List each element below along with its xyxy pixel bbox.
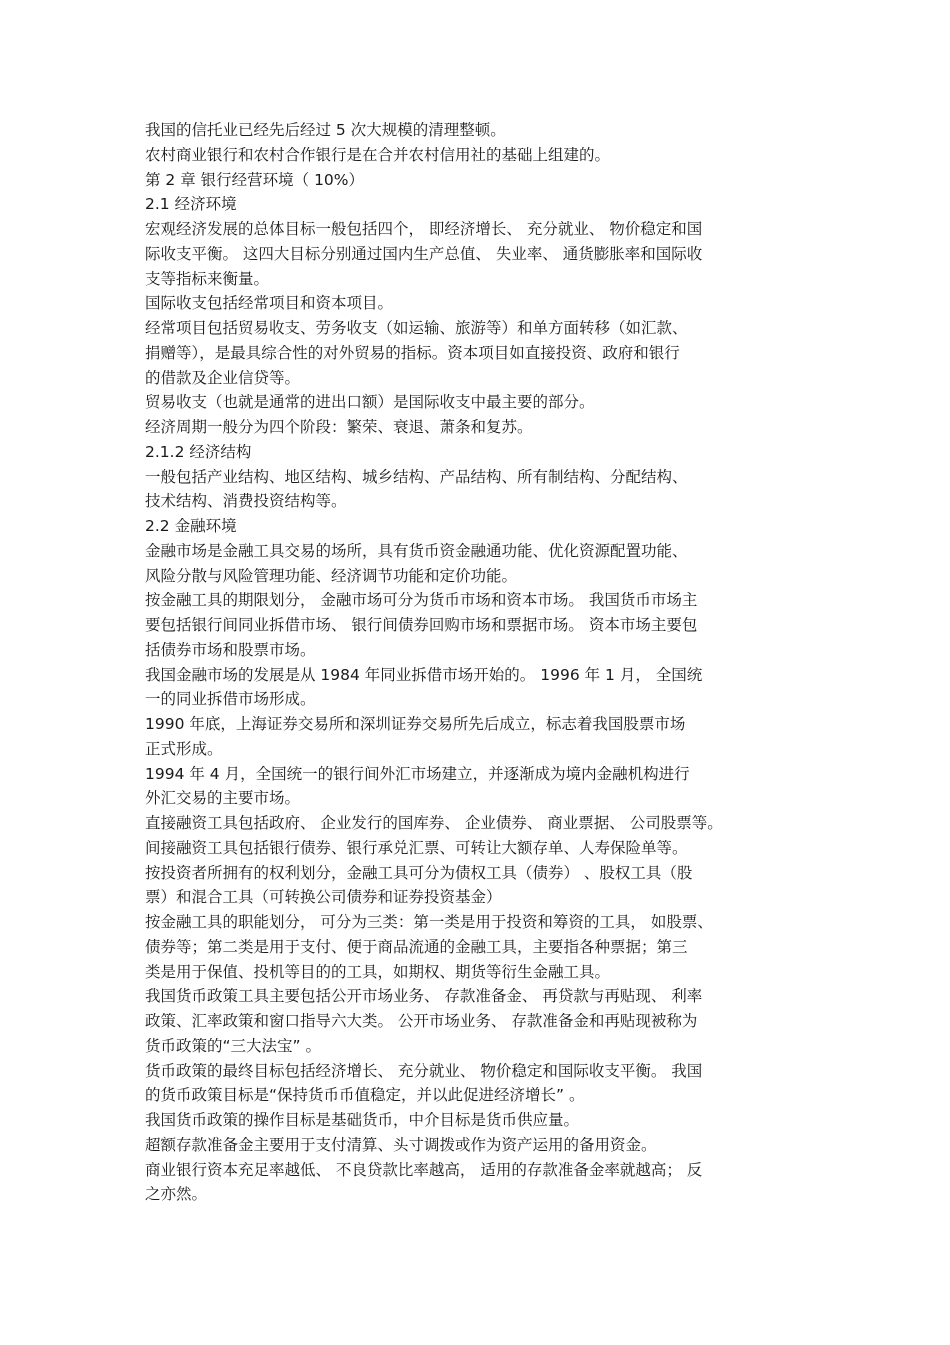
text-line: 按金融工具的职能划分， 可分为三类：第一类是用于投资和筹资的工具， 如股票、 xyxy=(145,913,713,931)
text-line: 一般包括产业结构、地区结构、城乡结构、产品结构、所有制结构、分配结构、 xyxy=(145,467,688,486)
text-line: 货币政策的“三大法宝” 。 xyxy=(145,1036,321,1055)
text-line: 外汇交易的主要市场。 xyxy=(145,789,301,808)
text-line: 按投资者所拥有的权利划分，金融工具可分为债权工具（债券） 、股权工具（股 xyxy=(145,863,693,882)
text-line: 1990 年底，上海证券交易所和深圳证券交易所先后成立，标志着我国股票市场 xyxy=(145,715,686,733)
text-line: 经济周期一般分为四个阶段：繁荣、衰退、萧条和复苏。 xyxy=(145,418,533,436)
text-line: 经常项目包括贸易收支、劳务收支（如运输、旅游等）和单方面转移（如汇款、 xyxy=(145,319,688,337)
text-line: 间接融资工具包括银行债券、银行承兑汇票、可转让大额存单、人寿保险单等。 xyxy=(145,838,688,857)
text-line: 要包括银行间同业拆借市场、 银行间债券回购市场和票据市场。 资本市场主要包 xyxy=(145,616,698,634)
document-body xyxy=(145,118,810,1207)
text-line: 商业银行资本充足率越低、 不良贷款比率越高， 适用的存款准备金率就越高； 反 xyxy=(145,1160,703,1179)
text-line: 的货币政策目标是“保持货币币值稳定，并以此促进经济增长” 。 xyxy=(145,1086,585,1105)
text-line: 我国货币政策的操作目标是基础货币，中介目标是货币供应量。 xyxy=(145,1111,580,1129)
text-line: 捐赠等），是最具综合性的对外贸易的指标。资本项目如直接投资、政府和银行 xyxy=(145,343,680,362)
text-line: 贸易收支（也就是通常的进出口额）是国际收支中最主要的部分。 xyxy=(145,393,595,412)
text-line: 直接融资工具包括政府、 企业发行的国库券、 企业债券、 商业票据、 公司股票等。 xyxy=(145,814,723,832)
text-line: 金融市场是金融工具交易的场所，具有货币资金融通功能、优化资源配置功能、 xyxy=(145,541,688,560)
section-heading: 2.1 经济环境 xyxy=(145,195,237,214)
text-line: 货币政策的最终目标包括经济增长、 充分就业、 物价稳定和国际收支平衡。 我国 xyxy=(145,1061,703,1080)
text-line: 宏观经济发展的总体目标一般包括四个， 即经济增长、 充分就业、 物价稳定和国 xyxy=(145,220,703,238)
section-heading: 2.1.2 经济结构 xyxy=(145,442,252,461)
text-line: 1994 年 4 月，全国统一的银行间外汇市场建立，并逐渐成为境内金融机构进行 xyxy=(145,764,690,783)
text-line: 国际收支包括经常项目和资本项目。 xyxy=(145,294,394,313)
text-line: 超额存款准备金主要用于支付清算、头寸调拨或作为资产运用的备用资金。 xyxy=(145,1135,657,1154)
text-line: 之亦然。 xyxy=(145,1185,208,1204)
text-line: 技术结构、消费投资结构等。 xyxy=(145,492,347,511)
text-line: 括债券市场和股票市场。 xyxy=(145,640,316,659)
text-line: 我国金融市场的发展是从 1984 年同业拆借市场开始的。 1996 年 1 月， 全国统 xyxy=(145,665,703,684)
text-line: 农村商业银行和农村合作银行是在合并农村信用社的基础上组建的。 xyxy=(145,145,611,164)
section-heading: 2.2 金融环境 xyxy=(145,517,237,535)
text-line: 支等指标来衡量。 xyxy=(145,269,270,288)
text-line: 的借款及企业信贷等。 xyxy=(145,368,301,387)
text-line: 我国货币政策工具主要包括公开市场业务、 存款准备金、 再贷款与再贴现、 利率 xyxy=(145,987,703,1006)
text-line: 际收支平衡。 这四大目标分别通过国内生产总值、 失业率、 通货膨胀率和国际收 xyxy=(145,244,703,263)
text-line: 一的同业拆借市场形成。 xyxy=(145,690,316,709)
text-line: 票）和混合工具（可转换公司债券和证券投资基金） xyxy=(145,888,502,907)
text-line: 政策、汇率政策和窗口指导六大类。 公开市场业务、 存款准备金和再贴现被称为 xyxy=(145,1012,698,1030)
text-line: 我国的信托业已经先后经过 5 次大规模的清理整顿。 xyxy=(145,121,506,139)
text-line: 按金融工具的期限划分， 金融市场可分为货币市场和资本市场。 我国货币市场主 xyxy=(145,591,698,610)
text-line: 风险分散与风险管理功能、经济调节功能和定价功能。 xyxy=(145,566,518,585)
text-line: 正式形成。 xyxy=(145,739,223,758)
chapter-heading: 第 2 章 银行经营环境（ 10%） xyxy=(145,170,365,189)
text-line: 类是用于保值、投机等目的的工具，如期权、期货等衍生金融工具。 xyxy=(145,962,611,981)
text-line: 债券等；第二类是用于支付、便于商品流通的金融工具，主要指各种票据；第三 xyxy=(145,937,688,956)
